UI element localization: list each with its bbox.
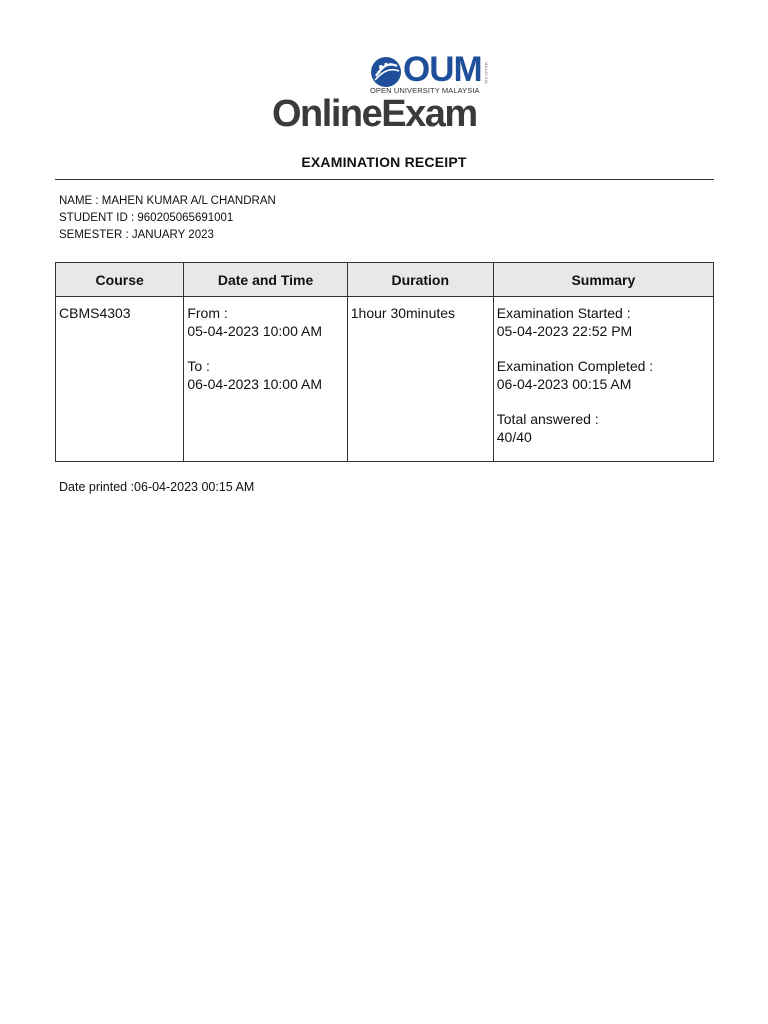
globe-icon (370, 56, 402, 88)
from-value: 05-04-2023 10:00 AM (187, 322, 322, 339)
date-printed: Date printed :06-04-2023 00:15 AM (59, 480, 255, 494)
receipt-table (55, 262, 714, 462)
student-name: NAME : MAHEN KUMAR A/L CHANDRAN (59, 195, 276, 207)
header-course: Course (56, 263, 184, 297)
title-divider (55, 179, 714, 180)
started-value: 05-04-2023 22:52 PM (496, 322, 633, 339)
from-label: From : (187, 305, 228, 321)
page-title: EXAMINATION RECEIPT (301, 154, 467, 170)
to-label: To : (187, 358, 210, 374)
course-code: CBMS4303 (59, 305, 131, 321)
header-date-time: Date and Time (184, 263, 347, 297)
header-duration: Duration (347, 263, 493, 297)
answered-value: 40/40 (496, 428, 532, 445)
completed-label: Examination Completed : (496, 358, 654, 374)
student-id: STUDENT ID : 960205065691001 (59, 212, 234, 224)
oum-logo (370, 50, 496, 96)
duration-value: 1hour 30minutes (350, 305, 456, 321)
logo-side-text: MALAYSIA (484, 62, 489, 85)
cell-summary (493, 297, 713, 462)
header-summary: Summary (493, 263, 713, 297)
cell-duration (347, 297, 493, 462)
online-exam-wordmark: OnlineExam (272, 93, 477, 135)
student-semester: SEMESTER : JANUARY 2023 (59, 229, 214, 241)
to-value: 06-04-2023 10:00 AM (187, 375, 322, 392)
table-header-row (56, 263, 714, 297)
started-label: Examination Started : (496, 305, 631, 321)
answered-label: Total answered : (496, 411, 599, 427)
cell-date-time (184, 297, 347, 462)
logo (272, 50, 498, 136)
oum-wordmark: OUM (403, 50, 482, 89)
university-name: OPEN UNIVERSITY MALAYSIA (370, 86, 480, 95)
student-info (59, 193, 276, 244)
table-row (56, 297, 714, 462)
cell-course (56, 297, 184, 462)
completed-value: 06-04-2023 00:15 AM (496, 375, 632, 392)
